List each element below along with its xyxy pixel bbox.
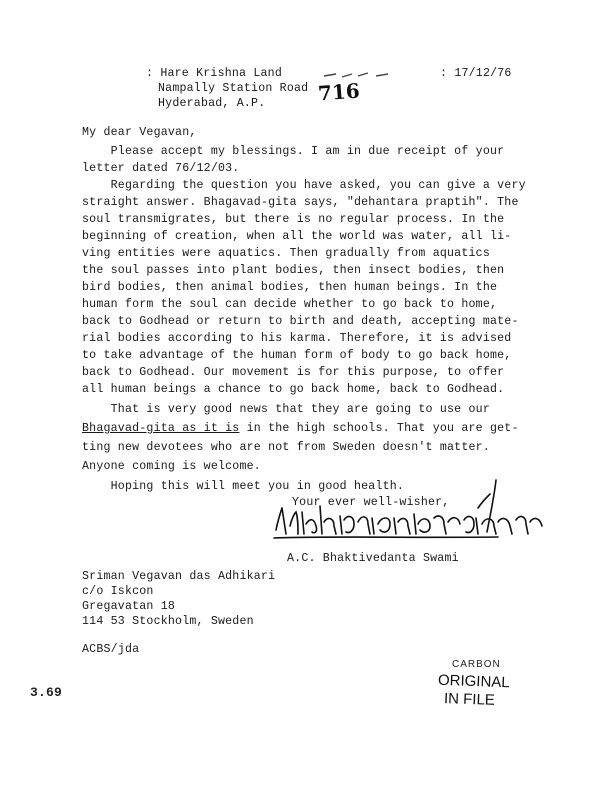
body-line: to take advantage of the human form of body to go back home,	[82, 349, 512, 362]
scribble-mark	[322, 68, 392, 82]
book-title-underlined: Bhagavad-gita as it is	[82, 422, 240, 435]
body-line: letter dated 76/12/03.	[82, 162, 240, 175]
salutation: My dear Vegavan,	[82, 126, 197, 139]
body-line: human form the soul can decide whether to go back to home,	[82, 298, 498, 311]
body-line: all human beings a chance to go back home, back to Godhead.	[82, 383, 505, 396]
body-line: beginning of creation, when all the world was water, all li-	[82, 230, 512, 243]
body-line: the soul passes into plant bodies, then insect bodies, then	[82, 264, 505, 277]
reference-initials: ACBS/jda	[82, 643, 140, 656]
body-line: Regarding the question you have asked, you can give a very	[82, 179, 526, 192]
address-line-1: : Hare Krishna Land	[146, 67, 282, 80]
body-line: back to Godhead or return to birth and death, accepting mate-	[82, 315, 519, 328]
recipient-line-4: 114 53 Stockholm, Sweden	[82, 615, 254, 628]
address-line-3: Hyderabad, A.P.	[158, 97, 266, 110]
handwritten-signature	[268, 468, 554, 558]
body-line: back to Godhead. Our movement is for this purpose, to offer	[82, 366, 505, 379]
body-line: Please accept my blessings. I am in due receipt of your	[82, 145, 505, 158]
body-line: Anyone coming is welcome.	[82, 460, 261, 473]
body-line: rial bodies according to his karma. Therefore, it is advised	[82, 332, 512, 345]
body-line: bird bodies, then animal bodies, then human beings. In the	[82, 281, 498, 294]
body-line: straight answer. Bhagavad-gita says, "dehantara praptih". The	[82, 196, 519, 209]
page-mark: 3.69	[30, 685, 63, 700]
body-line: soul transmigrates, but there is no regular process. In the	[82, 213, 505, 226]
recipient-line-2: c/o Iskcon	[82, 585, 154, 598]
recipient-line-3: Gregavatan 18	[82, 600, 176, 613]
body-line: Hoping this will meet you in good health.	[82, 480, 405, 493]
body-line	[82, 422, 519, 435]
handwritten-number: 716	[317, 78, 361, 106]
letter-date: : 17/12/76	[440, 67, 512, 80]
body-line-rest: in the high schools. That you are get-	[239, 422, 519, 435]
signatory-name: A.C. Bhaktivedanta Swami	[287, 552, 459, 565]
stamp-original: ORIGINAL	[437, 671, 510, 692]
address-line-2: Nampally Station Road	[158, 82, 309, 95]
body-line: ting new devotees who are not from Sweden doesn't matter.	[82, 441, 490, 454]
body-line: That is very good news that they are going to use our	[82, 403, 490, 416]
stamp-carbon: CARBON	[452, 659, 501, 670]
valediction: Your ever well-wisher,	[292, 496, 450, 509]
body-line: ving entities were aquatics. Then gradually from aquatics	[82, 247, 490, 260]
stamp-in-file: IN FILE	[443, 690, 496, 709]
recipient-line-1: Sriman Vegavan das Adhikari	[82, 570, 276, 583]
